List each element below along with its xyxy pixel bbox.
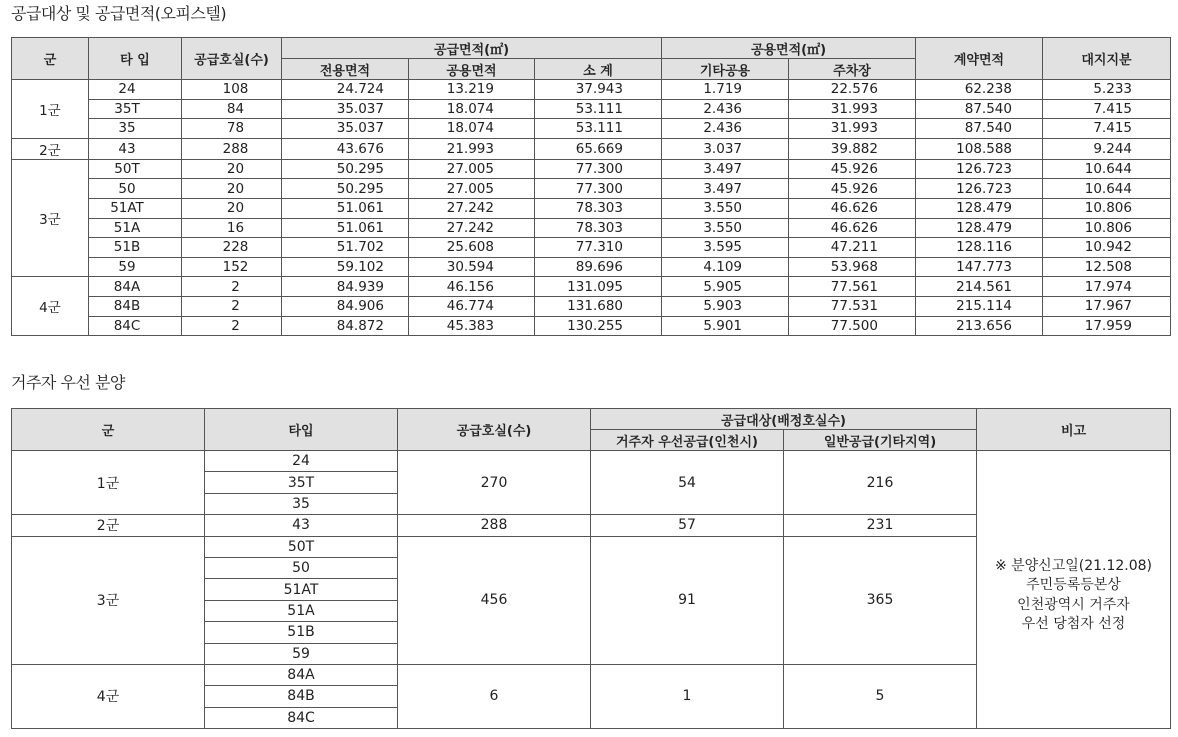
units-cell: 2 [182,316,282,336]
exclusive-area-cell: 43.676 [282,138,409,159]
exclusive-area-cell: 50.295 [282,179,409,199]
other-common-area-cell: 3.550 [662,198,789,218]
type-cell: 24 [89,80,182,100]
common-area-cell: 27.005 [409,159,535,179]
type-cell: 50T [89,159,182,179]
units-cell: 108 [182,80,282,100]
type-cell: 84B [205,686,398,707]
contract-area-cell: 147.773 [916,257,1043,277]
type-cell: 51B [89,238,182,258]
exclusive-area-cell: 84.872 [282,316,409,336]
common-area-cell: 45.383 [409,316,535,336]
resident-priority-table [11,408,1171,729]
type-cell: 84B [89,296,182,316]
type-cell: 50 [205,557,398,578]
land-share-cell: 10.644 [1043,179,1171,199]
subtotal-area-cell: 78.303 [535,198,662,218]
other-common-area-cell: 5.903 [662,296,789,316]
exclusive-area-cell: 84.906 [282,296,409,316]
header-remarks: 비고 [977,409,1171,451]
type-cell: 59 [89,257,182,277]
exclusive-area-cell: 51.061 [282,218,409,238]
subtotal-area-cell: 131.680 [535,296,662,316]
type-cell: 51A [89,218,182,238]
units-cell: 288 [182,138,282,159]
units-cell: 78 [182,119,282,139]
contract-area-cell: 215.114 [916,296,1043,316]
common-area-cell: 27.242 [409,198,535,218]
common-area-cell: 46.156 [409,277,535,297]
contract-area-cell: 128.116 [916,238,1043,258]
contract-area-cell: 62.238 [916,80,1043,100]
type-cell: 84A [89,277,182,297]
subtotal-area-cell: 77.300 [535,159,662,179]
table-row [12,277,1171,297]
subtotal-area-cell: 65.669 [535,138,662,159]
common-area-cell: 25.608 [409,238,535,258]
general-supply-cell: 231 [784,515,977,536]
type-cell: 51A [205,600,398,621]
contract-area-cell: 126.723 [916,159,1043,179]
subtotal-area-cell: 77.310 [535,238,662,258]
common-area-cell: 18.074 [409,99,535,119]
land-share-cell: 7.415 [1043,119,1171,139]
type-cell: 35T [89,99,182,119]
section-title-resident-priority: 거주자 우선 분양 [11,373,125,392]
header-units: 공급호실(수) [398,409,591,451]
contract-area-cell: 87.540 [916,99,1043,119]
section-title-supply: 공급대상 및 공급면적(오피스텔) [11,4,227,23]
table-row [12,198,1171,218]
other-common-area-cell: 3.497 [662,179,789,199]
contract-area-cell: 87.540 [916,119,1043,139]
exclusive-area-cell: 51.702 [282,238,409,258]
parking-area-cell: 31.993 [789,119,916,139]
parking-area-cell: 45.926 [789,179,916,199]
general-supply-cell: 216 [784,451,977,515]
land-share-cell: 10.942 [1043,238,1171,258]
exclusive-area-cell: 35.037 [282,99,409,119]
table-row [12,296,1171,316]
parking-area-cell: 77.531 [789,296,916,316]
table-row [12,179,1171,199]
group-cell: 1군 [12,451,205,515]
subtotal-area-cell: 131.095 [535,277,662,297]
other-common-area-cell: 2.436 [662,119,789,139]
units-cell: 270 [398,451,591,515]
parking-area-cell: 46.626 [789,198,916,218]
header-other-common: 기타공용 [662,59,789,80]
type-cell: 43 [89,138,182,159]
common-area-cell: 21.993 [409,138,535,159]
type-cell: 51AT [89,198,182,218]
units-cell: 16 [182,218,282,238]
subtotal-area-cell: 78.303 [535,218,662,238]
units-cell: 84 [182,99,282,119]
table-row [12,119,1171,139]
contract-area-cell: 128.479 [916,198,1043,218]
group-cell: 3군 [12,536,205,664]
land-share-cell: 12.508 [1043,257,1171,277]
land-share-cell: 10.806 [1043,218,1171,238]
contract-area-cell: 214.561 [916,277,1043,297]
header-supply-target: 공급대상(배정호실수) [591,409,977,430]
common-area-cell: 13.219 [409,80,535,100]
other-common-area-cell: 3.550 [662,218,789,238]
exclusive-area-cell: 51.061 [282,198,409,218]
units-cell: 152 [182,257,282,277]
common-area-cell: 46.774 [409,296,535,316]
land-share-cell: 17.974 [1043,277,1171,297]
header-type: 타입 [205,409,398,451]
exclusive-area-cell: 50.295 [282,159,409,179]
subtotal-area-cell: 77.300 [535,179,662,199]
group-cell: 4군 [12,664,205,728]
header-type: 타 입 [89,38,182,80]
land-share-cell: 10.806 [1043,198,1171,218]
units-cell: 20 [182,179,282,199]
other-common-area-cell: 4.109 [662,257,789,277]
type-cell: 84C [89,316,182,336]
exclusive-area-cell: 84.939 [282,277,409,297]
type-cell: 51AT [205,579,398,600]
units-cell: 20 [182,159,282,179]
group-cell: 4군 [12,277,89,336]
common-area-cell: 27.005 [409,179,535,199]
table-row [12,218,1171,238]
header-contract-area: 계약면적 [916,38,1043,80]
type-cell: 50 [89,179,182,199]
table-row [12,316,1171,336]
header-parking: 주차장 [789,59,916,80]
type-cell: 43 [205,515,398,536]
type-cell: 24 [205,451,398,472]
header-land-share: 대지지분 [1043,38,1171,80]
header-general-supply: 일반공급(기타지역) [784,430,977,451]
table-row [12,99,1171,119]
header-group: 군 [12,38,89,80]
units-cell: 456 [398,536,591,664]
parking-area-cell: 31.993 [789,99,916,119]
type-cell: 51B [205,622,398,643]
land-share-cell: 7.415 [1043,99,1171,119]
land-share-cell: 17.967 [1043,296,1171,316]
resident-priority-cell: 57 [591,515,784,536]
header-subtotal: 소 계 [535,59,662,80]
units-cell: 2 [182,296,282,316]
units-cell: 2 [182,277,282,297]
type-cell: 84C [205,707,398,728]
parking-area-cell: 22.576 [789,80,916,100]
parking-area-cell: 45.926 [789,159,916,179]
land-share-cell: 10.644 [1043,159,1171,179]
subtotal-area-cell: 37.943 [535,80,662,100]
parking-area-cell: 46.626 [789,218,916,238]
type-cell: 35 [205,493,398,514]
units-cell: 20 [182,198,282,218]
parking-area-cell: 47.211 [789,238,916,258]
type-cell: 35 [89,119,182,139]
common-area-cell: 30.594 [409,257,535,277]
units-cell: 228 [182,238,282,258]
table-row [12,80,1171,100]
resident-priority-cell: 91 [591,536,784,664]
other-common-area-cell: 3.595 [662,238,789,258]
exclusive-area-cell: 35.037 [282,119,409,139]
common-area-cell: 18.074 [409,119,535,139]
other-common-area-cell: 1.719 [662,80,789,100]
parking-area-cell: 39.882 [789,138,916,159]
resident-priority-cell: 54 [591,451,784,515]
header-group: 군 [12,409,205,451]
land-share-cell: 17.959 [1043,316,1171,336]
common-area-cell: 27.242 [409,218,535,238]
type-cell: 50T [205,536,398,557]
header-shared-area: 공용면적(㎡) [662,38,916,59]
other-common-area-cell: 2.436 [662,99,789,119]
land-share-cell: 9.244 [1043,138,1171,159]
supply-area-table [11,37,1171,336]
table-row [12,257,1171,277]
header-units: 공급호실(수) [182,38,282,80]
exclusive-area-cell: 24.724 [282,80,409,100]
subtotal-area-cell: 53.111 [535,119,662,139]
units-cell: 288 [398,515,591,536]
group-cell: 2군 [12,138,89,159]
table-row [12,138,1171,159]
type-cell: 84A [205,664,398,685]
land-share-cell: 5.233 [1043,80,1171,100]
group-cell: 2군 [12,515,205,536]
remarks-note: ※ 분양신고일(21.12.08) 주민등록등본상 인천광역시 거주자 우선 당첨자 선정 [977,451,1171,729]
group-cell: 3군 [12,159,89,277]
parking-area-cell: 77.561 [789,277,916,297]
header-resident-priority: 거주자 우선공급(인천시) [591,430,784,451]
group-cell: 1군 [12,80,89,139]
parking-area-cell: 53.968 [789,257,916,277]
subtotal-area-cell: 53.111 [535,99,662,119]
table-row [12,238,1171,258]
contract-area-cell: 213.656 [916,316,1043,336]
subtotal-area-cell: 89.696 [535,257,662,277]
other-common-area-cell: 3.497 [662,159,789,179]
header-common: 공용면적 [409,59,535,80]
general-supply-cell: 5 [784,664,977,728]
header-supply-area: 공급면적(㎡) [282,38,662,59]
header-exclusive: 전용면적 [282,59,409,80]
units-cell: 6 [398,664,591,728]
subtotal-area-cell: 130.255 [535,316,662,336]
type-cell: 35T [205,472,398,493]
type-cell: 59 [205,643,398,664]
contract-area-cell: 126.723 [916,179,1043,199]
other-common-area-cell: 5.905 [662,277,789,297]
contract-area-cell: 128.479 [916,218,1043,238]
resident-priority-cell: 1 [591,664,784,728]
parking-area-cell: 77.500 [789,316,916,336]
table-row [12,451,1171,472]
other-common-area-cell: 5.901 [662,316,789,336]
other-common-area-cell: 3.037 [662,138,789,159]
general-supply-cell: 365 [784,536,977,664]
contract-area-cell: 108.588 [916,138,1043,159]
exclusive-area-cell: 59.102 [282,257,409,277]
table-row [12,159,1171,179]
